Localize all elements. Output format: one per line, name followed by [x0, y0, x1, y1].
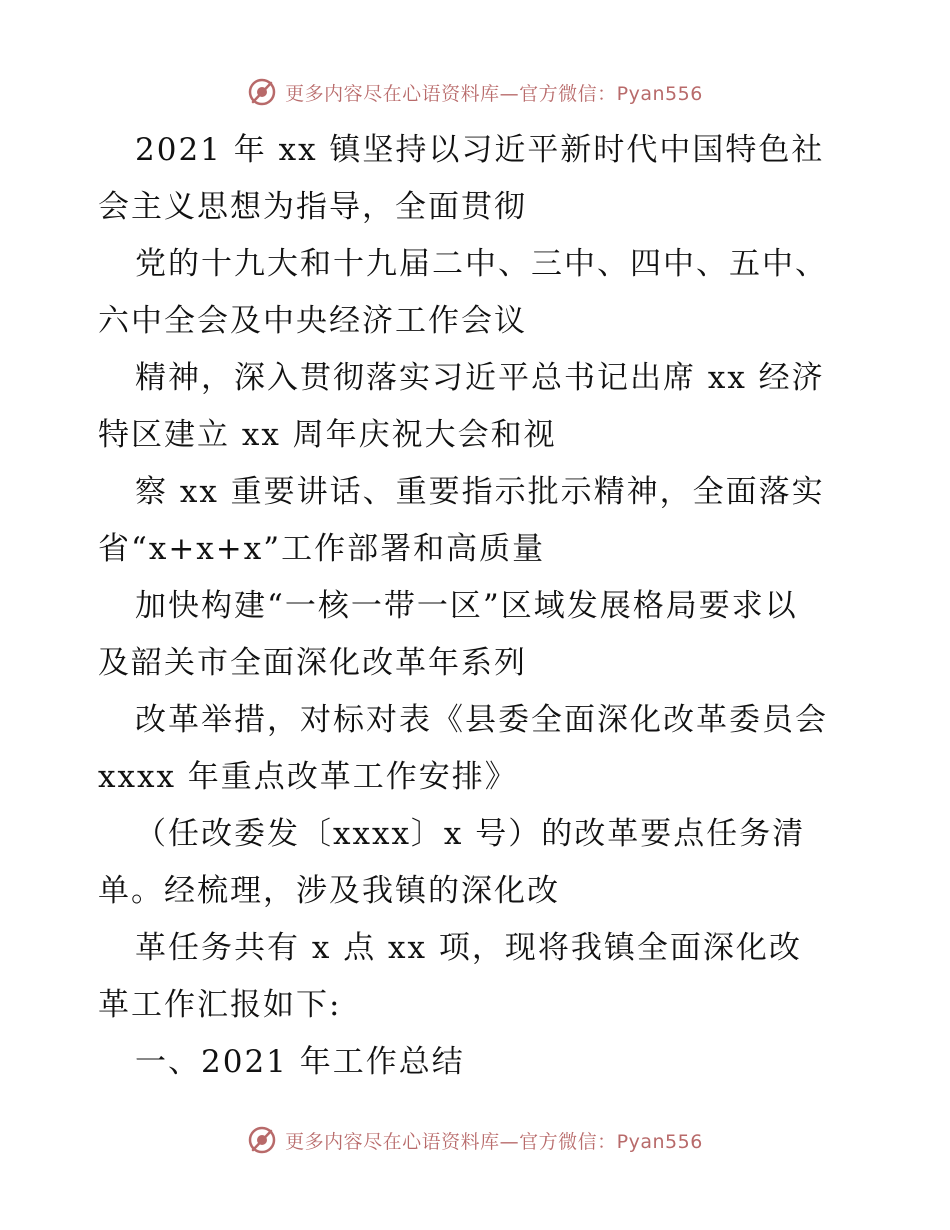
paragraph-line: 省“x+x+x”工作部署和高质量: [98, 531, 546, 567]
seal-logo-icon: [247, 77, 277, 107]
paragraph-line: 单。经梳理，涉及我镇的深化改: [98, 873, 560, 909]
paragraph-line: 及韶关市全面深化改革年系列: [98, 645, 527, 681]
paragraph-line: （任改委发〔xxxx〕x 号）的改革要点任务清: [135, 816, 806, 852]
paragraph-line: xxxx 年重点改革工作安排》: [98, 759, 518, 795]
paragraph-line: 改革举措，对标对表《县委全面深化改革委员会: [135, 702, 828, 738]
watermark-footer: [0, 1120, 950, 1160]
seal-logo-icon: [247, 1125, 277, 1155]
paragraph-line: 党的十九大和十九届二中、三中、四中、五中、: [135, 246, 828, 282]
paragraph-line: 革任务共有 x 点 xx 项，现将我镇全面深化改: [135, 930, 802, 966]
paragraph-line: 特区建立 xx 周年庆祝大会和视: [98, 417, 557, 453]
paragraph-line: 加快构建“一核一带一区”区域发展格局要求以: [135, 588, 798, 624]
section-heading: 一、2021 年工作总结: [135, 1044, 465, 1080]
paragraph-line: 察 xx 重要讲话、重要指示批示精神，全面落实: [135, 474, 825, 510]
paragraph-line: 精神，深入贯彻落实习近平总书记出席 xx 经济: [135, 360, 825, 396]
paragraph-line: 六中全会及中央经济工作会议: [98, 303, 527, 339]
paragraph-line: 2021 年 xx 镇坚持以习近平新时代中国特色社: [135, 132, 825, 168]
document-body: [98, 122, 858, 1091]
watermark-text: 更多内容尽在心语资料库—官方微信：Pyan556: [285, 82, 703, 105]
watermark-header: [0, 72, 950, 112]
watermark-text: 更多内容尽在心语资料库—官方微信：Pyan556: [285, 1130, 703, 1153]
paragraph-line: 革工作汇报如下:: [98, 987, 342, 1023]
paragraph-line: 会主义思想为指导，全面贯彻: [98, 189, 527, 225]
